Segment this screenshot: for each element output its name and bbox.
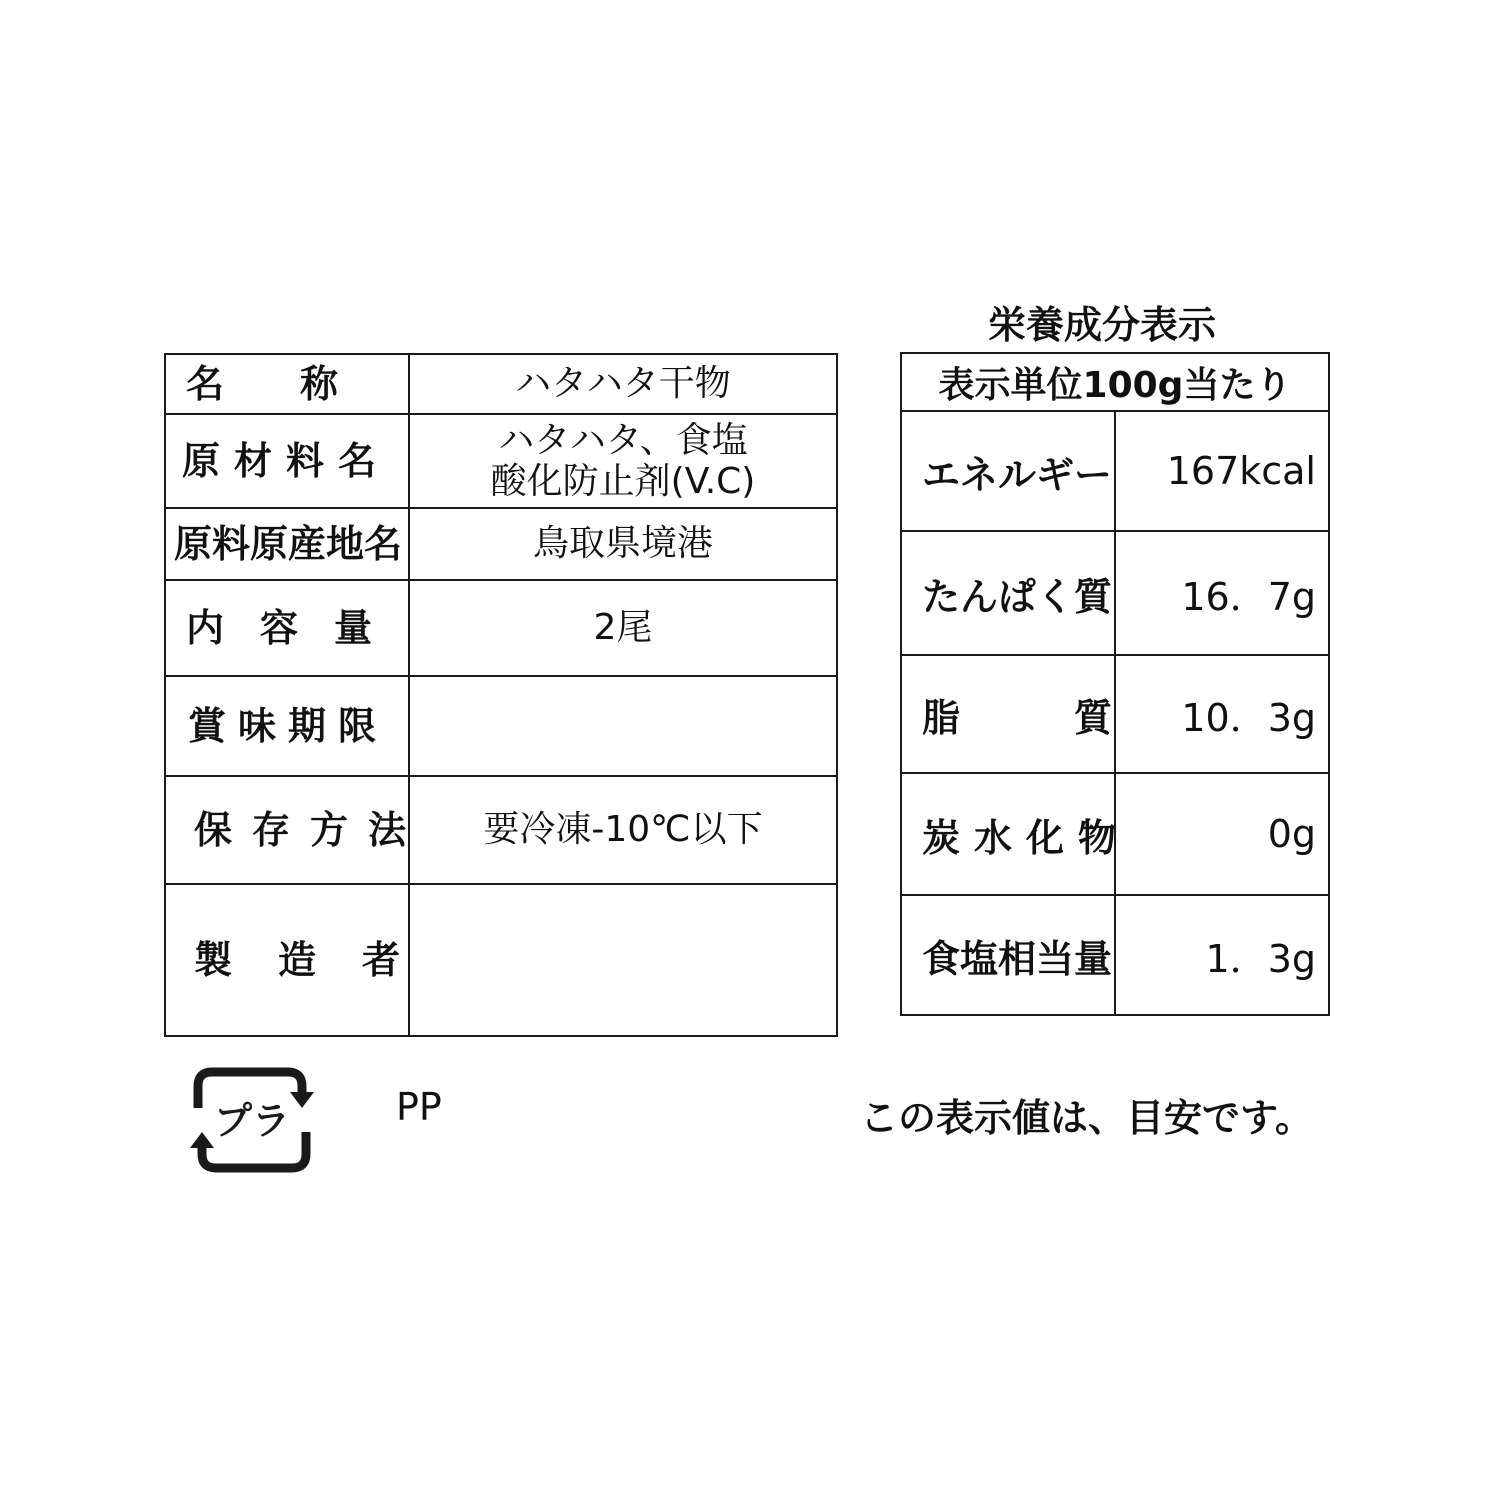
- nutrition-row: [901, 773, 1329, 895]
- product-label-cell: [165, 676, 409, 776]
- nutrition-label-cell: [901, 531, 1115, 655]
- nutrition-value-protein: 16．7g: [1181, 574, 1316, 619]
- product-value-cell: [409, 776, 837, 884]
- nutrition-label-salt: 食塩相当量: [922, 936, 1113, 981]
- product-row-storage: [165, 776, 837, 884]
- nutrition-row: [901, 531, 1329, 655]
- product-value-cell: [409, 884, 837, 1036]
- product-row-ingredients: [165, 414, 837, 508]
- nutrition-value-salt: 1．3g: [1205, 936, 1316, 981]
- nutrition-label-cell: [901, 773, 1131, 895]
- product-value-cell: [409, 676, 837, 776]
- product-value-cell: [409, 580, 837, 676]
- nutrition-label-energy: エネルギー: [922, 452, 1113, 497]
- product-label-cell: [165, 354, 409, 414]
- nutrition-label-cell: [901, 411, 1115, 531]
- product-label-cell: [165, 776, 427, 884]
- nutrition-value-fat: 10．3g: [1181, 695, 1316, 740]
- product-label-name: 名 称: [186, 362, 339, 406]
- product-label-cell: [165, 414, 409, 508]
- product-row-manufacturer: [165, 884, 837, 1036]
- product-label-manufacturer: 製造者: [194, 938, 447, 982]
- disclaimer-text: この表示値は、目安です。: [860, 1096, 1313, 1140]
- product-label-ingredients: 原材料名: [182, 439, 391, 483]
- product-value-origin: 鳥取県境港: [532, 523, 713, 565]
- material-code: PP: [396, 1085, 442, 1129]
- nutrition-title: 栄養成分表示: [988, 303, 1217, 347]
- nutrition-label-carbohydrate: 炭水化物: [922, 815, 1131, 860]
- product-label-quantity: 内容量: [186, 606, 409, 650]
- product-row-quantity: [165, 580, 837, 676]
- nutrition-row: [901, 655, 1329, 773]
- product-label-storage: 保存方法: [194, 808, 427, 852]
- nutrition-row: [901, 411, 1329, 531]
- recycle-arrows-icon: [190, 1062, 314, 1178]
- nutrition-unit-row: [901, 353, 1329, 411]
- plastic-recycle-icon: [190, 1062, 314, 1178]
- nutrition-label-cell: [901, 895, 1115, 1015]
- product-label-cell: [165, 580, 409, 676]
- product-label-cell: [165, 884, 447, 1036]
- nutrition-value-energy: 167kcal: [1166, 449, 1316, 493]
- product-value-quantity: 2尾: [593, 607, 653, 649]
- product-label-origin: 原料原産地名: [174, 522, 403, 566]
- product-value-name: ハタハタ干物: [515, 363, 731, 405]
- nutrition-row: [901, 895, 1329, 1015]
- product-label-cell: [165, 508, 409, 580]
- nutrition-label-protein: たんぱく質: [922, 574, 1113, 619]
- nutrition-label-cell: [901, 655, 1115, 773]
- product-info-table: [164, 353, 838, 1037]
- nutrition-value-carbohydrate: 0g: [1267, 812, 1316, 856]
- nutrition-unit: 表示単位100g当たり: [901, 353, 1329, 411]
- nutrition-value-cell: [1115, 411, 1329, 531]
- nutrition-table: [900, 352, 1330, 1016]
- product-label-best-before: 賞味期限: [188, 704, 389, 748]
- recycle-mark-text: プラ: [213, 1099, 291, 1143]
- product-value-ingredients: ハタハタ、食塩 酸化防止剤(V.C): [490, 419, 756, 502]
- nutrition-value-cell: [1115, 773, 1329, 895]
- product-value-storage: 要冷凍-10℃以下: [483, 809, 763, 851]
- product-value-cell: [409, 508, 837, 580]
- nutrition-value-cell: [1115, 895, 1329, 1015]
- product-row-name: [165, 354, 837, 414]
- nutrition-value-cell: [1115, 655, 1329, 773]
- product-value-cell: [409, 354, 837, 414]
- product-row-best-before: [165, 676, 837, 776]
- product-row-origin: [165, 508, 837, 580]
- product-value-cell: [409, 414, 837, 508]
- nutrition-value-cell: [1115, 531, 1329, 655]
- nutrition-label-fat: 脂 質: [922, 695, 1113, 740]
